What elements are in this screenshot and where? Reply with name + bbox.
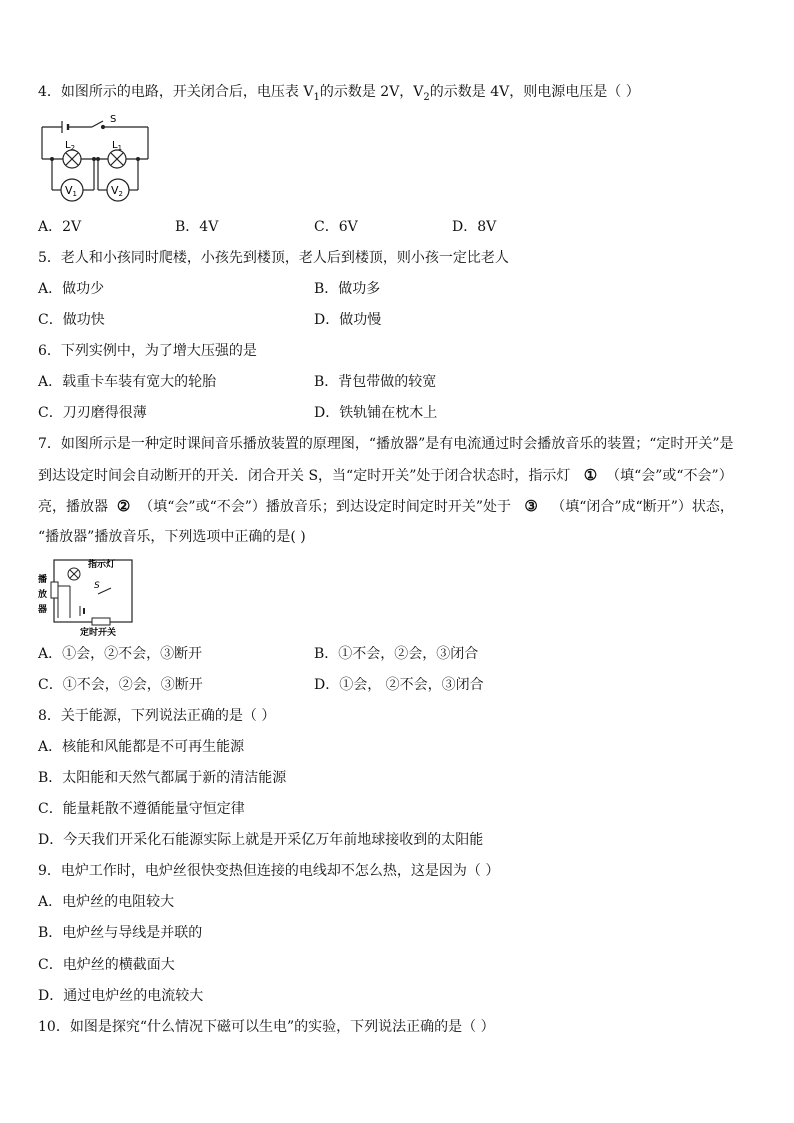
q5-option-a[interactable]: A．做功少 — [38, 281, 105, 297]
q7-stem-line1: 7．如图所示是一种定时课间音乐播放装置的原理图，“播放器”是有电流通过时会播放音乐的装置；“定时开关”是 — [38, 436, 734, 452]
q9-option-b[interactable]: B．电炉丝与导线是并联的 — [38, 925, 203, 941]
q7-circuit-figure — [36, 556, 136, 638]
q4-option-b[interactable]: B．4V — [175, 219, 219, 235]
timer-switch-icon — [92, 618, 110, 625]
q8-stem: 8．关于能源，下列说法正确的是（ ） — [38, 708, 276, 724]
q9-stem: 9．电炉工作时，电炉丝很快变热但连接的电线却不怎么热，这是因为（ ） — [38, 863, 500, 879]
switch-s-icon — [98, 588, 111, 594]
q6-option-a[interactable]: A．载重卡车装有宽大的轮胎 — [38, 374, 217, 390]
q6-option-d[interactable]: D．铁轨铺在枕木上 — [314, 405, 438, 421]
q5-option-b[interactable]: B．做功多 — [314, 281, 381, 297]
svg-text:定时开关: 定时开关 — [80, 628, 117, 638]
switch-label: S — [110, 114, 117, 125]
q7-option-c[interactable]: C．①不会，②会，③断开 — [38, 677, 203, 693]
q9-option-d[interactable]: D．通过电炉丝的电流较大 — [38, 988, 204, 1004]
q5-stem: 5．老人和小孩同时爬楼，小孩先到楼顶，老人后到楼顶，则小孩一定比老人 — [38, 250, 509, 266]
v1-label: V1 — [65, 184, 77, 198]
v2-label: V2 — [111, 184, 123, 198]
blank-2: ② — [116, 497, 131, 515]
q4-circuit-figure — [40, 112, 155, 202]
q9-option-c[interactable]: C．电炉丝的横截面大 — [38, 957, 175, 973]
q7-stem-line2: 到达设定时间会自动断开的开关．闭合开关 S，当“定时开关”处于闭合状态时，指示灯 ① （填“会”或“不会”） — [38, 466, 733, 484]
svg-text:播: 播 — [38, 575, 48, 585]
q4-option-c[interactable]: C．6V — [314, 219, 358, 235]
l2-label: $L_2$ — [65, 140, 76, 152]
q6-option-c[interactable]: C．刀刃磨得很薄 — [38, 405, 147, 421]
q4-option-a[interactable]: A．2V — [38, 219, 82, 235]
q6-stem: 6．下列实例中，为了增大压强的是 — [38, 343, 257, 359]
q7-stem-line4: “播放器”播放音乐，下列选项中正确的是( ) — [38, 529, 306, 545]
q7-option-a[interactable]: A．①会，②不会，③断开 — [38, 646, 203, 662]
l1-label: $L_1$ — [112, 140, 123, 152]
q7-option-d[interactable]: D．①会， ②不会，③闭合 — [314, 677, 484, 693]
q4-stem: 4．如图所示的电路，开关闭合后，电压表 $V_1$的示数是 2V，$V_2$的示数是 4V，则电源电压是（ ） — [38, 84, 640, 103]
svg-text:放: 放 — [38, 590, 48, 600]
q9-option-a[interactable]: A．电炉丝的电阻较大 — [38, 894, 175, 910]
q10-stem: 10．如图是探究“什么情况下磁可以生电”的实验，下列说法正确的是（ ） — [38, 1019, 495, 1035]
q8-option-a[interactable]: A．核能和风能都是不可再生能源 — [38, 739, 245, 755]
q8-option-d[interactable]: D．今天我们开采化石能源实际上就是开采亿万年前地球接收到的太阳能 — [38, 832, 484, 848]
q5-option-c[interactable]: C．做功快 — [38, 312, 105, 328]
q4-option-d[interactable]: D．8V — [452, 219, 497, 235]
svg-text:指示灯: 指示灯 — [88, 560, 116, 570]
q8-option-c[interactable]: C．能量耗散不遵循能量守恒定律 — [38, 801, 245, 817]
svg-text:S: S — [94, 581, 100, 591]
blank-3: ③ — [524, 497, 538, 515]
player-resistor-icon — [51, 582, 58, 598]
q7-option-b[interactable]: B．①不会，②会，③闭合 — [314, 646, 479, 662]
q7-stem-line3: 亮，播放器 ② （填“会”或“不会”）播放音乐；到达设定时间定时开关”处于 ③ （填“闭合”成“断开”）状态， — [38, 497, 734, 515]
q6-option-b[interactable]: B．背包带做的较宽 — [314, 374, 437, 390]
svg-text:器: 器 — [38, 605, 48, 615]
q8-option-b[interactable]: B．太阳能和天然气都属于新的清洁能源 — [38, 770, 287, 786]
q5-option-d[interactable]: D．做功慢 — [314, 312, 382, 328]
blank-1: ① — [583, 466, 598, 484]
